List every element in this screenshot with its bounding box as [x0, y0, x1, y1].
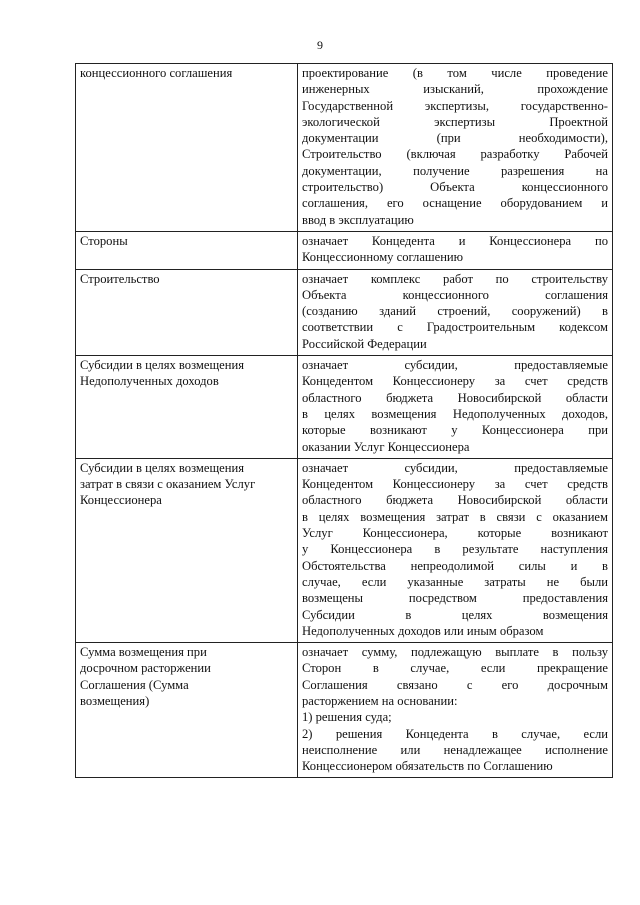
definition-cell [298, 231, 613, 269]
definition-line: Государственной экспертизы, государственно- [302, 98, 608, 113]
definition-line: соглашения, его оснащение оборудованием и [302, 196, 608, 211]
definition-line: Недополученных доходов или иным образом [302, 623, 544, 638]
definition-line: Услуг Концессионера, которые возникают [302, 526, 608, 541]
definition-line: Объекта концессионного соглашения [302, 287, 608, 302]
definition-line: Строительство (включая разработку Рабочей [302, 147, 608, 162]
definition-line: оказании Услуг Концессионера [302, 439, 470, 454]
definition-line: Российской Федерации [302, 336, 427, 351]
definition-cell [298, 643, 613, 778]
definition-line: ввод в эксплуатацию [302, 212, 414, 227]
table-row [76, 643, 613, 778]
definition-line: 1) решения суда; [302, 710, 392, 725]
definition-line: документации, получение разрешения на [302, 163, 608, 178]
definition-line: случае, если указанные затраты не были [302, 574, 608, 589]
table-row [76, 356, 613, 459]
term-cell [76, 643, 298, 778]
definition-line: означает субсидии, предоставляемые [302, 358, 608, 373]
term-cell [76, 269, 298, 355]
term-line: Стороны [80, 233, 128, 248]
definition-line: документации (при необходимости), [302, 131, 608, 146]
definition-line: Сторон в случае, если прекращение [302, 661, 608, 676]
term-cell [76, 458, 298, 642]
term-line: затрат в связи с оказанием Услуг [80, 477, 256, 492]
term-line: Соглашения (Сумма [80, 677, 189, 692]
definition-cell [298, 356, 613, 459]
definition-cell [298, 458, 613, 642]
definition-line: Субсидии в целях возмещения [302, 607, 608, 622]
term-line: Концессионера [80, 493, 162, 508]
term-line: Недополученных доходов [80, 374, 219, 389]
page-number: 9 [317, 38, 323, 52]
definition-line: 2) решения Концедента в случае, если [302, 726, 608, 741]
table-row [76, 64, 613, 232]
definition-line: означает субсидии, предоставляемые [302, 460, 608, 475]
definition-line: Концедентом Концессионеру за счет средств [302, 477, 608, 492]
definition-line: Концедентом Концессионеру за счет средств [302, 374, 608, 389]
table-row [76, 231, 613, 269]
term-line: досрочном расторжении [80, 661, 211, 676]
definition-line: экологической экспертизы Проектной [302, 114, 608, 129]
definition-cell [298, 269, 613, 355]
term-line: возмещения) [80, 693, 150, 708]
term-line: Сумма возмещения при [80, 645, 207, 660]
definition-line: Концессионером обязательств по Соглашению [302, 759, 553, 774]
definition-line: Концессионному соглашению [302, 250, 464, 265]
definition-line: возмещены посредством предоставления [302, 591, 608, 606]
table-row [76, 458, 613, 642]
definition-line: расторжением на основании: [302, 693, 458, 708]
definition-line: в целях возмещения затрат в связи с оказанием [302, 509, 608, 524]
definition-line: означает Концедента и Концессионера по [302, 233, 608, 248]
definition-line: инженерных изысканий, прохождение [302, 82, 608, 97]
term-line: концессионного соглашения [80, 66, 233, 80]
definition-line: Соглашения связано с его досрочным [302, 677, 608, 692]
definition-line: означает комплекс работ по строительству [302, 271, 608, 286]
definition-line: в целях возмещения Недополученных доходов, [302, 406, 608, 421]
definition-line: проектирование (в том числе проведение [302, 66, 608, 80]
term-cell [76, 356, 298, 459]
definitions-table [75, 63, 613, 778]
term-line: Субсидии в целях возмещения [80, 358, 245, 373]
definition-cell [298, 64, 613, 232]
definition-line: Обстоятельства непреодолимой силы и в [302, 558, 608, 573]
definition-line: у Концессионера в результате наступления [302, 542, 608, 557]
definition-line: неисполнение или ненадлежащее исполнение [302, 742, 608, 757]
definition-line: которые возникают у Концессионера при [302, 423, 608, 438]
table-row [76, 269, 613, 355]
term-line: Строительство [80, 271, 160, 286]
definition-line: строительство) Объекта концессионного [302, 180, 608, 195]
definition-line: соответствии с Градостроительным кодексом [302, 320, 608, 335]
definition-line: областного бюджета Новосибирской области [302, 493, 608, 508]
definition-line: (созданию зданий строений, сооружений) в [302, 304, 608, 319]
term-cell [76, 64, 298, 232]
term-line: Субсидии в целях возмещения [80, 460, 245, 475]
term-cell [76, 231, 298, 269]
definition-line: означает сумму, подлежащую выплате в пользу [302, 645, 608, 660]
definition-line: областного бюджета Новосибирской области [302, 390, 608, 405]
